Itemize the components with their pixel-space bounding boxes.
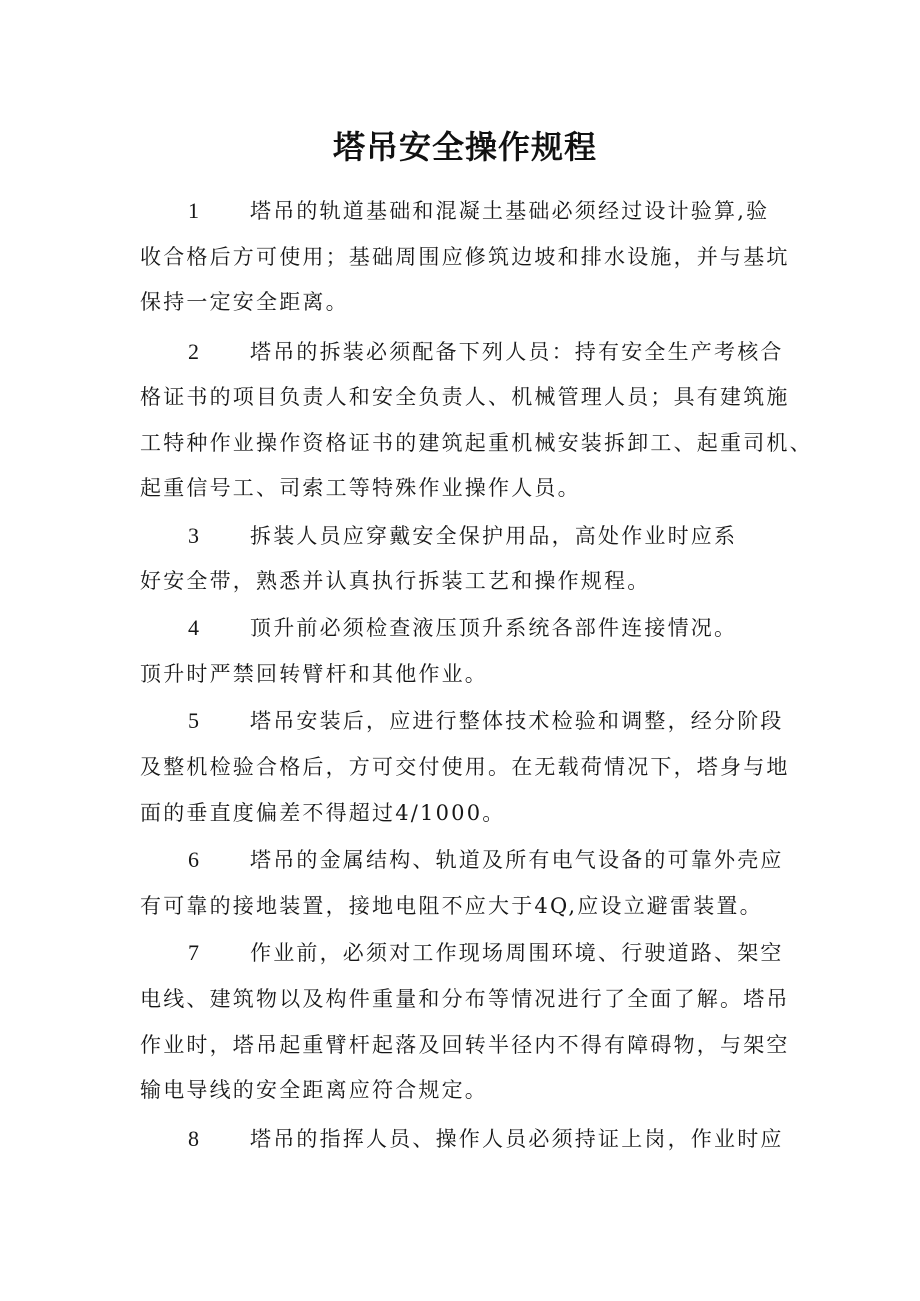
document-title: 塔吊安全操作规程 xyxy=(332,128,597,166)
section-1-line-2: 收合格后方可使用；基础周围应修筑边坡和排水设施，并与基坑 xyxy=(140,245,790,269)
section-5-line-3: 面的垂直度偏差不得超过4/1000。 xyxy=(140,801,506,825)
section-1-line-3: 保持一定安全距离。 xyxy=(140,290,349,314)
section-7-line-3: 作业时，塔吊起重臂杆起落及回转半径内不得有障碍物，与架空 xyxy=(140,1033,790,1057)
section-8-number: 8 xyxy=(188,1126,199,1151)
section-5-number: 5 xyxy=(188,708,199,733)
section-7-text: 作业前，必须对工作现场周围环境、行驶道路、架空 xyxy=(250,941,784,965)
section-7-line-4: 输电导线的安全距离应符合规定。 xyxy=(140,1078,488,1102)
section-2-number: 2 xyxy=(188,339,199,364)
section-7-line-1 xyxy=(188,938,784,968)
section-1-line-1 xyxy=(188,196,769,226)
section-4-number: 4 xyxy=(188,615,199,640)
section-2-line-2: 格证书的项目负责人和安全负责人、机械管理人员；具有建筑施 xyxy=(140,385,790,409)
section-5-line-1 xyxy=(188,706,784,736)
section-2-text: 塔吊的拆装必须配备下列人员：持有安全生产考核合 xyxy=(250,340,784,364)
section-3-line-2: 好安全带，熟悉并认真执行拆装工艺和操作规程。 xyxy=(140,569,651,593)
section-5-line-2: 及整机检验合格后，方可交付使用。在无载荷情况下，塔身与地 xyxy=(140,755,790,779)
section-4-line-2: 顶升时严禁回转臂杆和其他作业。 xyxy=(140,662,488,686)
section-1-text: 塔吊的轨道基础和混凝土基础必须经过设计验算,验 xyxy=(250,199,770,223)
section-6-line-1 xyxy=(188,845,784,875)
section-6-text: 塔吊的金属结构、轨道及所有电气设备的可靠外壳应 xyxy=(250,848,784,872)
section-6-line-2: 有可靠的接地装置，接地电阻不应大于4Q,应设立避雷装置。 xyxy=(140,894,763,918)
section-8-line-1 xyxy=(188,1124,784,1154)
section-3-number: 3 xyxy=(188,523,199,548)
section-2-line-1 xyxy=(188,337,784,367)
section-2-line-4: 起重信号工、司索工等特殊作业操作人员。 xyxy=(140,476,581,500)
section-7-line-2: 电线、建筑物以及构件重量和分布等情况进行了全面了解。塔吊 xyxy=(140,987,790,1011)
section-3-text: 拆装人员应穿戴安全保护用品，高处作业时应系 xyxy=(250,524,738,548)
section-4-text: 顶升前必须检查液压顶升系统各部件连接情况。 xyxy=(250,616,738,640)
section-4-line-1 xyxy=(188,613,737,643)
section-3-line-1 xyxy=(188,521,737,551)
section-6-number: 6 xyxy=(188,847,199,872)
section-5-text: 塔吊安装后，应进行整体技术检验和调整，经分阶段 xyxy=(250,709,784,733)
section-1-number: 1 xyxy=(188,198,199,223)
section-8-text: 塔吊的指挥人员、操作人员必须持证上岗，作业时应 xyxy=(250,1127,784,1151)
section-7-number: 7 xyxy=(188,940,199,965)
section-2-line-3: 工特种作业操作资格证书的建筑起重机械安装拆卸工、起重司机、 xyxy=(140,431,813,455)
